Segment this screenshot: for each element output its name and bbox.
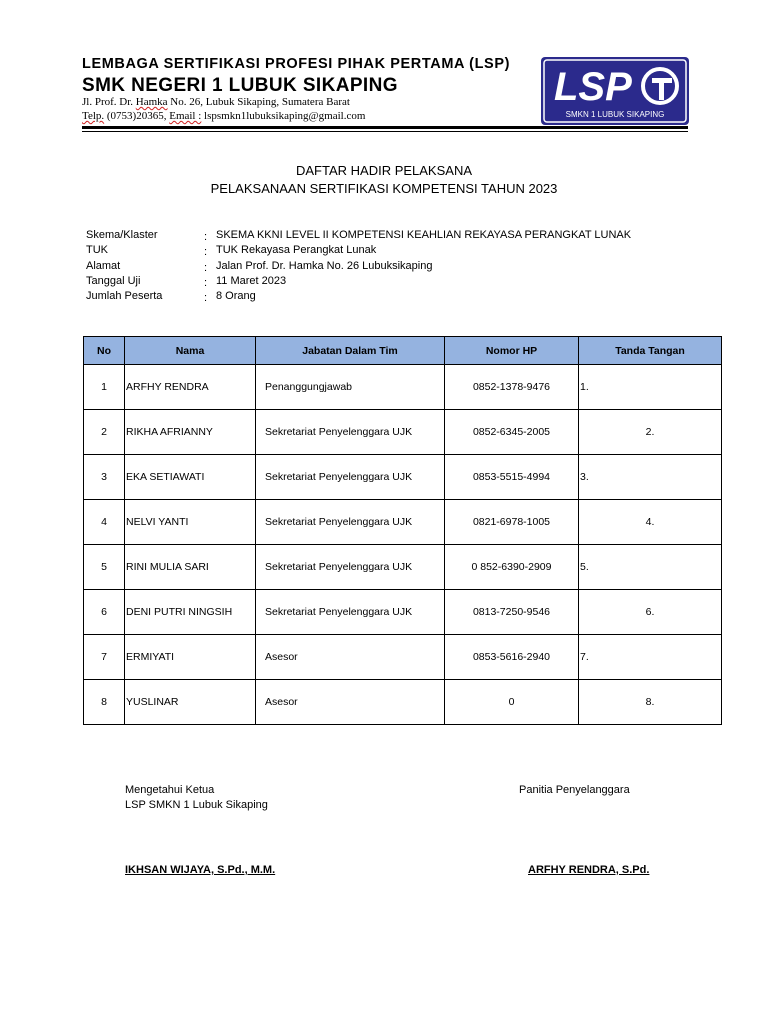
cell-tanda-tangan: 7. bbox=[579, 635, 722, 680]
cell-no: 7 bbox=[84, 635, 125, 680]
cell-nama: ERMIYATI bbox=[125, 635, 256, 680]
cell-tanda-tangan: 6. bbox=[579, 590, 722, 635]
info-value: 8 Orang bbox=[216, 290, 256, 302]
address-prefix: Jl. Prof. Dr. bbox=[82, 96, 136, 108]
table-row bbox=[84, 545, 722, 590]
cell-tanda-tangan: 8. bbox=[579, 680, 722, 725]
cell-tanda-tangan: 2. bbox=[579, 410, 722, 455]
cell-jabatan: Sekretariat Penyelenggara UJK bbox=[256, 500, 445, 545]
cell-nama: RIKHA AFRIANNY bbox=[125, 410, 256, 455]
cell-jabatan: Sekretariat Penyelenggara UJK bbox=[256, 545, 445, 590]
contact-email: lspsmkn1lubuksikaping@gmail.com bbox=[201, 110, 366, 122]
institution-line-1: LEMBAGA SERTIFIKASI PROFESI PIHAK PERTAMA (LSP) bbox=[82, 56, 511, 72]
cell-tanda-tangan: 4. bbox=[579, 500, 722, 545]
cell-nama: YUSLINAR bbox=[125, 680, 256, 725]
cell-nama: NELVI YANTI bbox=[125, 500, 256, 545]
info-colon: : bbox=[204, 262, 208, 274]
cell-no: 1 bbox=[84, 365, 125, 410]
column-header-jabatan: Jabatan Dalam Tim bbox=[256, 337, 445, 365]
cell-nomor-hp: 0813-7250-9546 bbox=[445, 590, 579, 635]
logo-letters: LSP bbox=[554, 65, 632, 109]
info-label: TUK bbox=[86, 244, 108, 256]
cell-no: 3 bbox=[84, 455, 125, 500]
column-header-tanda-tangan: Tanda Tangan bbox=[579, 337, 722, 365]
address-hamka: Hamka bbox=[135, 96, 168, 108]
table-row bbox=[84, 365, 722, 410]
cell-nomor-hp: 0852-6345-2005 bbox=[445, 410, 579, 455]
info-label: Jumlah Peserta bbox=[86, 290, 163, 302]
cell-nama: ARFHY RENDRA bbox=[125, 365, 256, 410]
attendance-table bbox=[83, 336, 722, 725]
cell-nama: RINI MULIA SARI bbox=[125, 545, 256, 590]
cell-jabatan: Sekretariat Penyelenggara UJK bbox=[256, 455, 445, 500]
info-colon: : bbox=[204, 277, 208, 289]
cell-nomor-hp: 0853-5616-2940 bbox=[445, 635, 579, 680]
cell-nomor-hp: 0821-6978-1005 bbox=[445, 500, 579, 545]
institution-name: SMK NEGERI 1 LUBUK SIKAPING bbox=[82, 75, 398, 96]
address-rest: No. 26, Lubuk Sikaping, Sumatera Barat bbox=[167, 96, 350, 108]
table-row bbox=[84, 410, 722, 455]
lsp-logo bbox=[540, 56, 690, 126]
cell-jabatan: Sekretariat Penyelenggara UJK bbox=[256, 590, 445, 635]
info-value: Jalan Prof. Dr. Hamka No. 26 Lubuksikaping bbox=[216, 260, 433, 272]
logo-caption: SMKN 1 LUBUK SIKAPING bbox=[565, 110, 665, 119]
cell-jabatan: Sekretariat Penyelenggara UJK bbox=[256, 410, 445, 455]
footer-right-signatory: ARFHY RENDRA, S.Pd. bbox=[528, 864, 650, 876]
table-row bbox=[84, 500, 722, 545]
column-header-nomor-hp: Nomor HP bbox=[445, 337, 579, 365]
info-label: Tanggal Uji bbox=[86, 275, 141, 287]
cell-nomor-hp: 0852-1378-9476 bbox=[445, 365, 579, 410]
contact-phone: (0753)20365, bbox=[104, 110, 170, 122]
table-header-row bbox=[84, 337, 722, 365]
document-title: DAFTAR HADIR PELAKSANA bbox=[295, 163, 473, 178]
info-value: TUK Rekayasa Perangkat Lunak bbox=[216, 244, 377, 256]
cell-nama: EKA SETIAWATI bbox=[125, 455, 256, 500]
info-label: Skema/Klaster bbox=[86, 229, 158, 241]
footer-left-signatory: IKHSAN WIJAYA, S.Pd., M.M. bbox=[125, 864, 276, 876]
cell-jabatan: Asesor bbox=[256, 680, 445, 725]
contact-telp: Telp. bbox=[82, 110, 105, 122]
institution-address bbox=[82, 96, 350, 108]
cell-no: 5 bbox=[84, 545, 125, 590]
header-rule-thick bbox=[82, 126, 688, 129]
cell-tanda-tangan: 3. bbox=[579, 455, 722, 500]
info-colon: : bbox=[204, 231, 208, 243]
info-colon: : bbox=[204, 292, 208, 304]
cell-jabatan: Penanggungjawab bbox=[256, 365, 445, 410]
cell-nomor-hp: 0 bbox=[445, 680, 579, 725]
table-row bbox=[84, 590, 722, 635]
cell-tanda-tangan: 1. bbox=[579, 365, 722, 410]
footer-left-line-2: LSP SMKN 1 Lubuk Sikaping bbox=[125, 799, 268, 811]
info-value: 11 Maret 2023 bbox=[216, 275, 287, 287]
institution-contact bbox=[82, 110, 365, 122]
column-header-no: No bbox=[84, 337, 125, 365]
cell-no: 8 bbox=[84, 680, 125, 725]
table-row bbox=[84, 455, 722, 500]
cell-nama: DENI PUTRI NINGSIH bbox=[125, 590, 256, 635]
info-label: Alamat bbox=[86, 260, 121, 272]
table-row bbox=[84, 680, 722, 725]
cell-no: 6 bbox=[84, 590, 125, 635]
cell-jabatan: Asesor bbox=[256, 635, 445, 680]
header-rule-thin bbox=[82, 131, 688, 132]
column-header-nama: Nama bbox=[125, 337, 256, 365]
cell-tanda-tangan: 5. bbox=[579, 545, 722, 590]
cell-nomor-hp: 0 852-6390-2909 bbox=[445, 545, 579, 590]
footer-right-line-1: Panitia Penyelanggara bbox=[519, 784, 630, 796]
cell-no: 4 bbox=[84, 500, 125, 545]
info-value: SKEMA KKNI LEVEL II KOMPETENSI KEAHLIAN REKAYASA PERANGKAT LUNAK bbox=[216, 229, 632, 241]
cell-no: 2 bbox=[84, 410, 125, 455]
footer-left-line-1: Mengetahui Ketua bbox=[125, 784, 215, 796]
table-row bbox=[84, 635, 722, 680]
info-colon: : bbox=[204, 246, 208, 258]
contact-email-label: Email : bbox=[169, 110, 202, 122]
document-subtitle: PELAKSANAAN SERTIFIKASI KOMPETENSI TAHUN 2023 bbox=[210, 181, 558, 196]
cell-nomor-hp: 0853-5515-4994 bbox=[445, 455, 579, 500]
